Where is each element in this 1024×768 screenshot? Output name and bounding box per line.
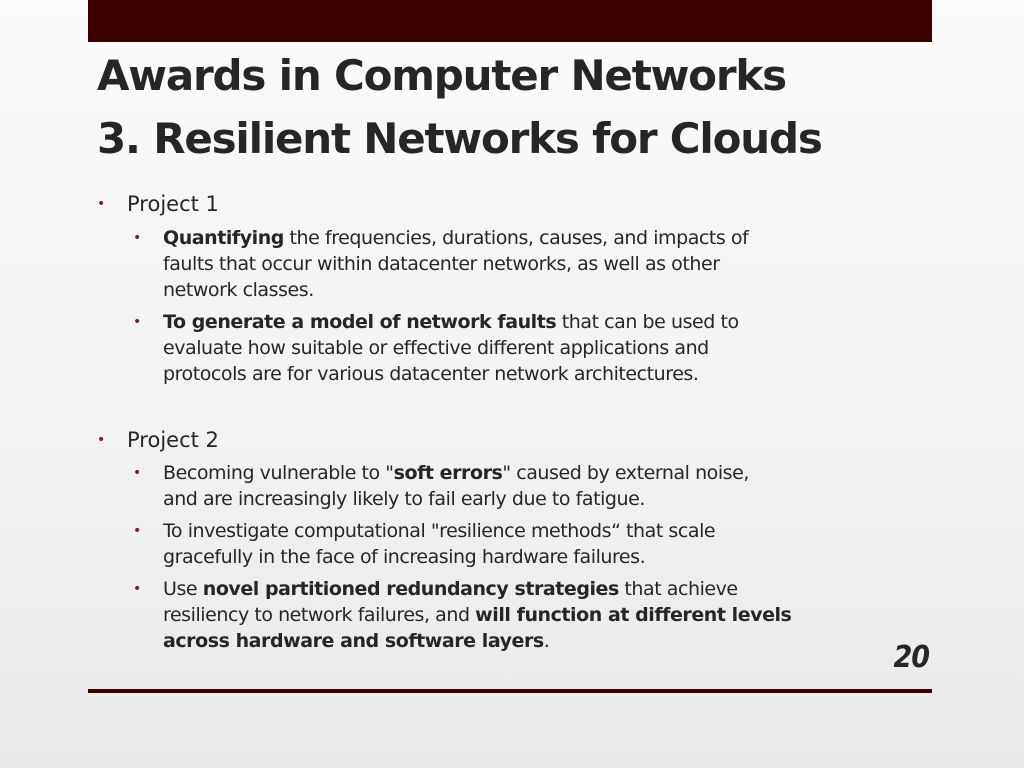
- item-line: [163, 460, 923, 486]
- project-2-heading: Project 2: [127, 428, 219, 452]
- bottom-accent-rule: [88, 689, 932, 693]
- item-line: [163, 225, 923, 251]
- item-line: To investigate computational "resilience methods“ that scale: [163, 520, 716, 542]
- emphasis-text: To generate a model of network faults: [163, 311, 557, 333]
- item-text: resiliency to network failures, and: [163, 604, 476, 626]
- item-line: evaluate how suitable or effective different applications and: [163, 337, 709, 359]
- bullet-icon: •: [97, 432, 106, 448]
- bullet-icon: •: [133, 314, 142, 330]
- emphasis-text: will function at different levels: [475, 604, 792, 626]
- project-2-item-1: [163, 460, 923, 512]
- item-text: that achieve: [618, 578, 738, 600]
- emphasis-text: novel partitioned redundancy strategies: [202, 578, 619, 600]
- item-line: faults that occur within datacenter networks, as well as other: [163, 253, 720, 275]
- item-line: [163, 602, 923, 628]
- item-line: [163, 309, 923, 335]
- project-2-item-2: [163, 518, 923, 570]
- item-line: protocols are for various datacenter network architectures.: [163, 363, 699, 385]
- page-number: 20: [893, 640, 929, 675]
- item-text: " caused by external noise,: [502, 462, 749, 484]
- bullet-icon: •: [133, 523, 142, 539]
- item-text: .: [543, 630, 550, 652]
- bullet-icon: •: [133, 581, 142, 597]
- item-line: and are increasingly likely to fail early due to fatigue.: [163, 488, 645, 510]
- project-2-item-3: [163, 576, 923, 654]
- item-line: [163, 576, 923, 602]
- item-line: gracefully in the face of increasing hardware failures.: [163, 546, 646, 568]
- emphasis-text: soft errors: [393, 462, 503, 484]
- emphasis-text: Quantifying: [163, 227, 284, 249]
- project-1-item-2: [163, 309, 923, 387]
- project-1-item-1: [163, 225, 923, 303]
- bullet-icon: •: [133, 230, 142, 246]
- item-line: network classes.: [163, 279, 314, 301]
- item-text: the frequencies, durations, causes, and impacts of: [283, 227, 749, 249]
- emphasis-text: across hardware and software layers: [163, 630, 544, 652]
- item-text: that can be used to: [556, 311, 739, 333]
- title-line-2: 3. Resilient Networks for Clouds: [97, 114, 822, 163]
- item-line: [163, 628, 923, 654]
- bullet-icon: •: [97, 196, 106, 212]
- item-text: Use: [163, 578, 203, 600]
- title-line-1: Awards in Computer Networks: [97, 51, 786, 100]
- item-text: Becoming vulnerable to ": [163, 462, 394, 484]
- bullet-icon: •: [133, 465, 142, 481]
- project-1-heading: Project 1: [127, 192, 219, 216]
